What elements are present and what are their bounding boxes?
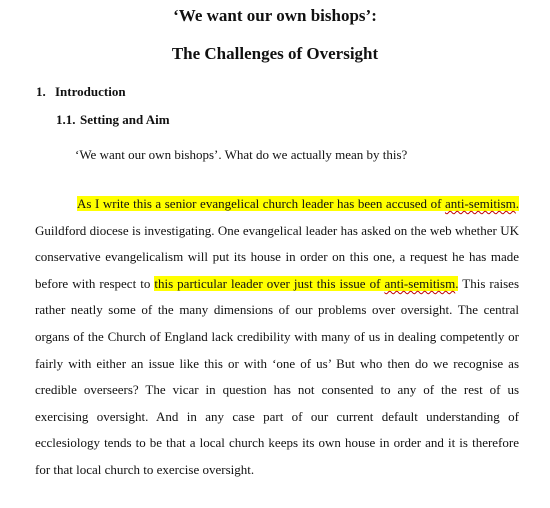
subsection-heading-setting-and-aim	[56, 112, 170, 128]
highlighted-misspelled-word: anti-semitism	[444, 196, 516, 211]
highlighted-text: As I write this a senior evangelical church leader has been accused of	[77, 196, 445, 211]
section-heading-introduction	[36, 84, 126, 100]
section-number: 1.	[36, 84, 46, 99]
body-paragraph	[35, 191, 519, 484]
highlighted-punctuation: .	[515, 196, 519, 211]
subsection-label: Setting and Aim	[80, 112, 170, 127]
subsection-number: 1.1.	[56, 112, 76, 127]
paragraph-text: This raises rather neatly some of the many dimensions of our problems over oversight. The central organs of the Church of England lack credibility with many of us in dealing competently or fairly with either an issue like this or with ‘one of us’ But who then do we recognise as credible overseers? The vicar in question has not consented to any of the rest of us exercising oversight. And in any case part of our current default understanding of ecclesiology tends to be that a local church keeps its own house in order and it is therefore for that local church to exercise oversight.	[35, 275, 520, 477]
intro-question: ‘We want our own bishops’. What do we actually mean by this?	[75, 147, 408, 162]
paragraph-text: Guildford diocese is investigating. One evangelical leader has asked on the web whether UK conservative evangelicalism will put its house in order on this one, a request he has made before with respect to	[35, 222, 519, 291]
document-title-line-1: ‘We want our own bishops’:	[173, 6, 377, 25]
highlighted-punctuation: .	[455, 275, 459, 291]
document-title-line-2: The Challenges of Oversight	[171, 44, 379, 63]
highlighted-text: this particular leader over just this issue of	[154, 275, 385, 291]
section-label: Introduction	[55, 84, 126, 99]
highlighted-misspelled-word: anti-semitism	[384, 275, 456, 291]
